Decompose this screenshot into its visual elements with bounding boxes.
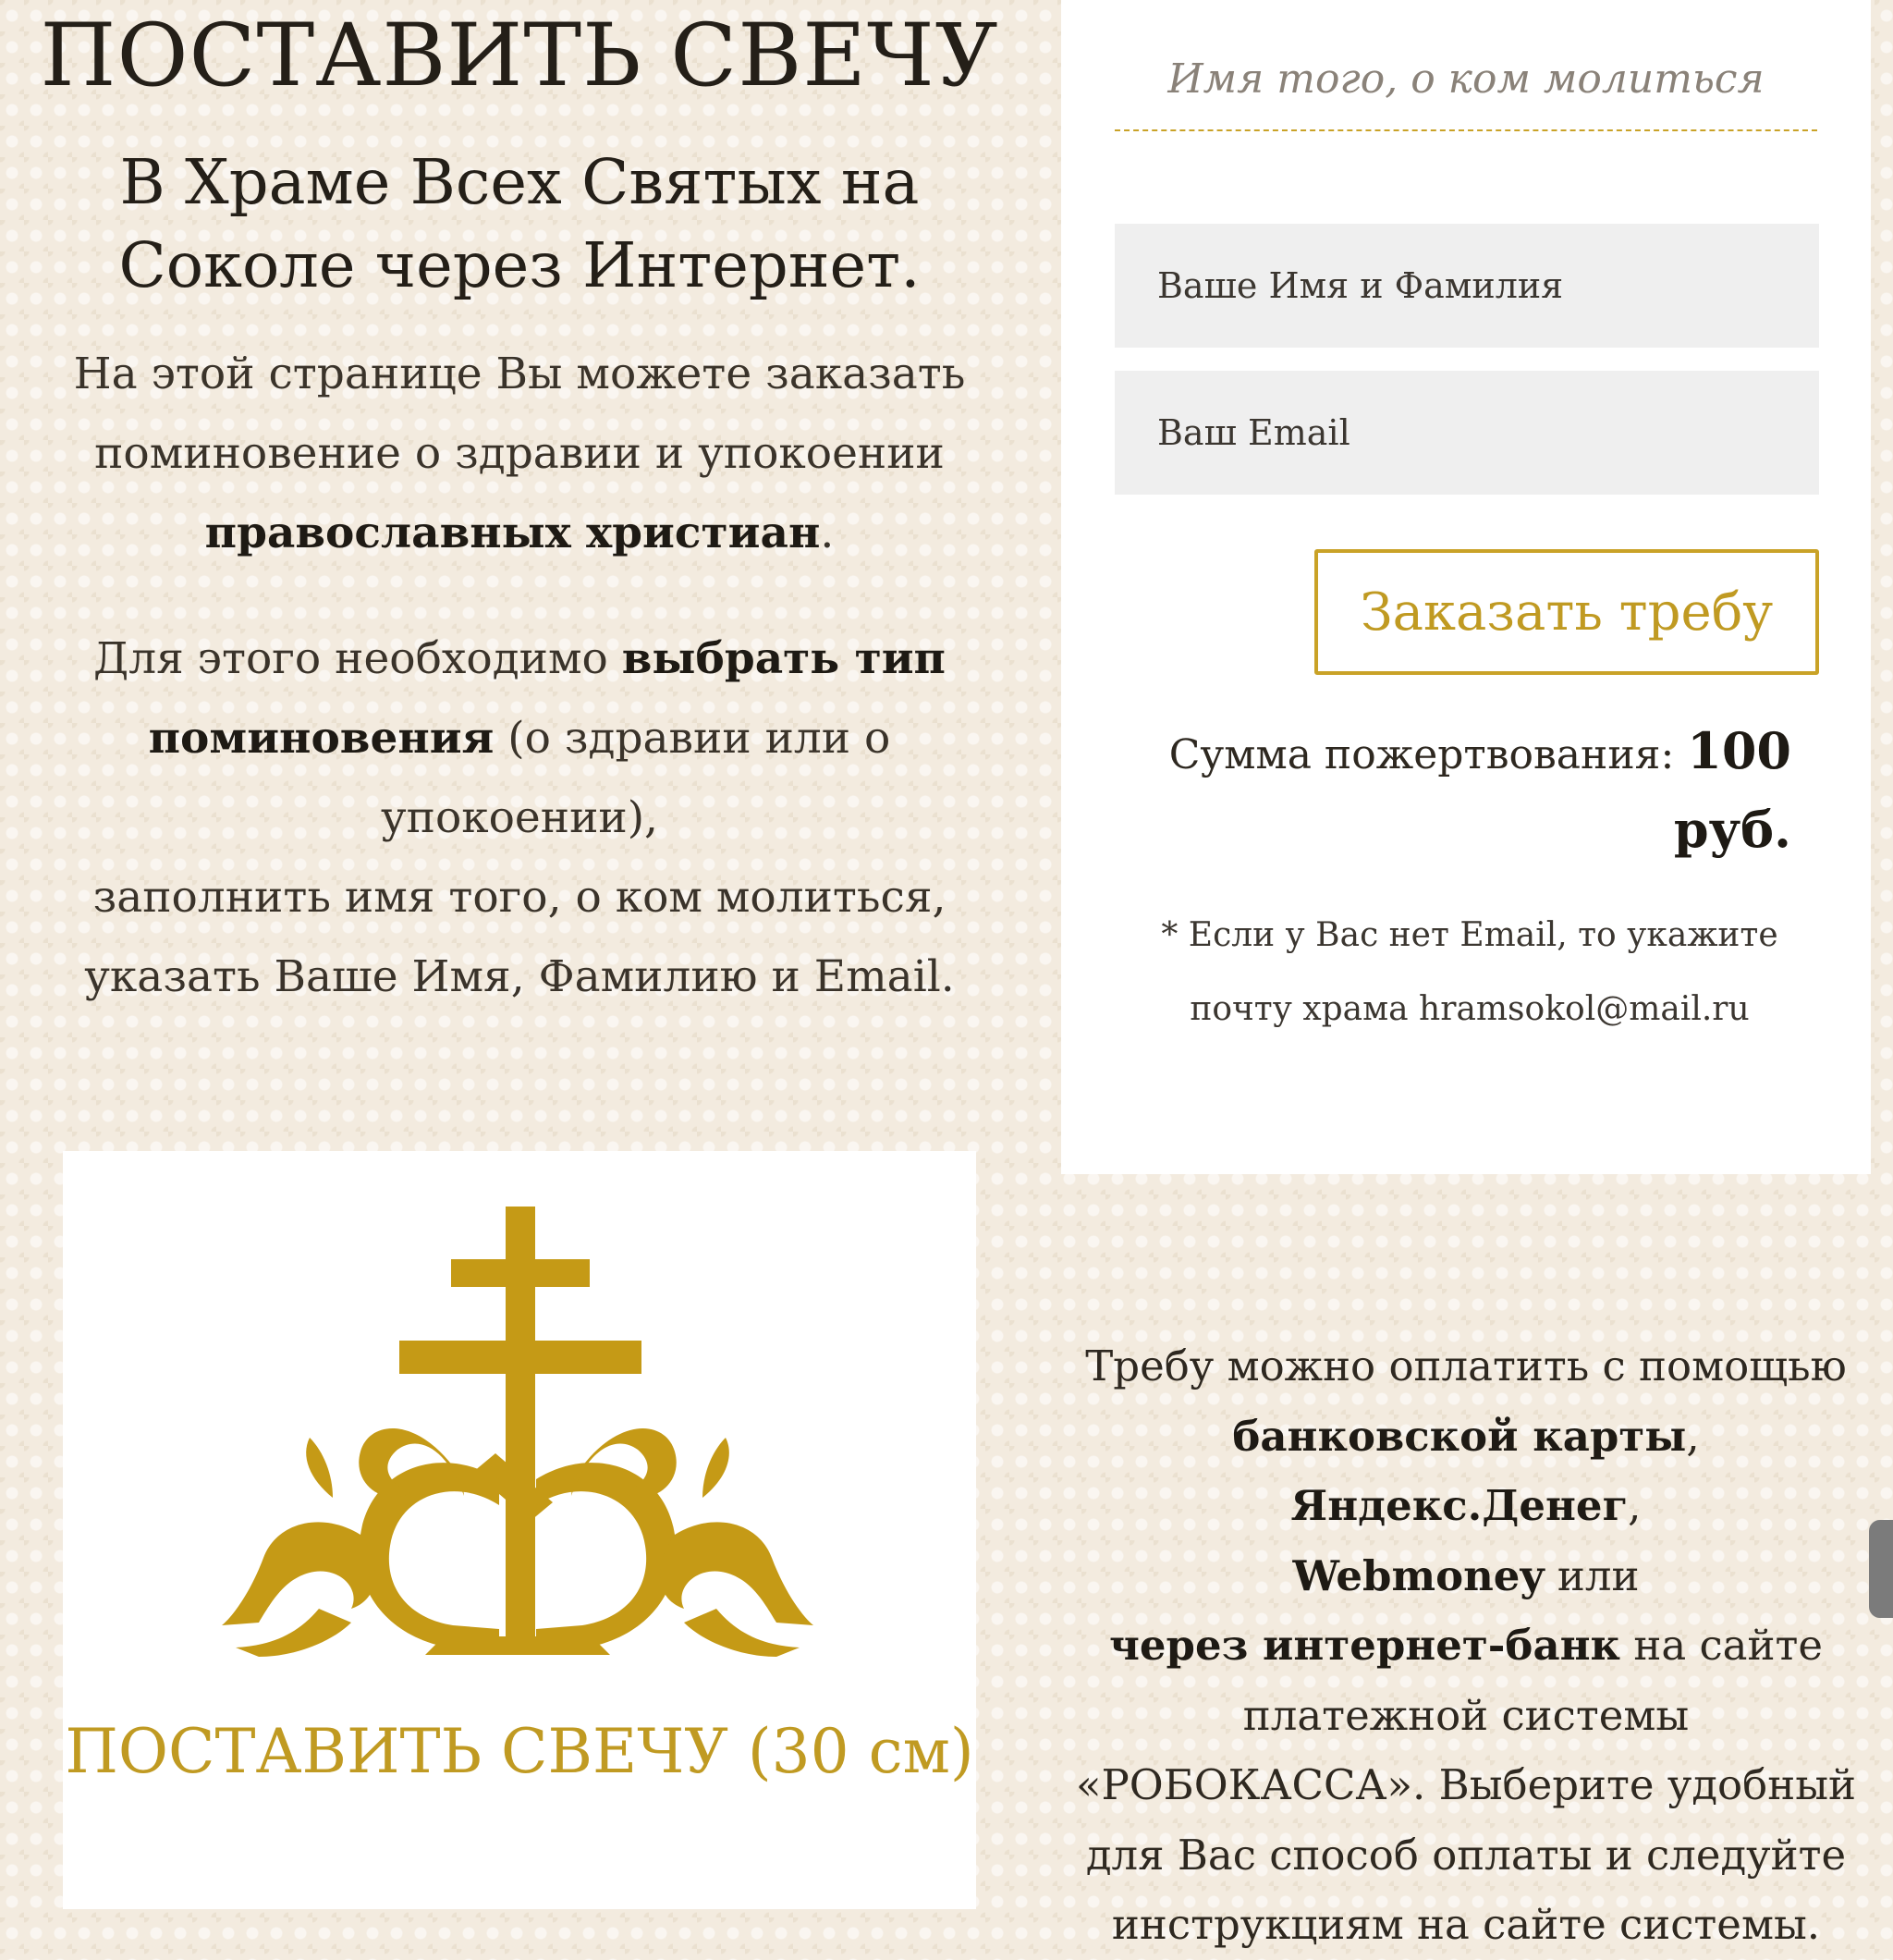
intro-paragraph — [37, 335, 1002, 573]
email-note-line-1: * Если у Вас нет Email, то укажите — [1161, 916, 1778, 954]
intro-text: На этой странице Вы можете заказать поминовение о здравии и упокоении — [73, 349, 966, 479]
payment-text-3: , — [1628, 1481, 1642, 1530]
payment-text-4: или — [1544, 1550, 1640, 1600]
payment-info — [1069, 1331, 1863, 1960]
donation-label: Сумма пожертвования: — [1168, 731, 1688, 778]
instructions-text: Для этого необходимо — [93, 633, 622, 684]
payment-webmoney: Webmoney — [1292, 1550, 1545, 1600]
fullname-input[interactable] — [1115, 224, 1819, 348]
instructions-text-2: (о здравии или о упокоении), — [380, 713, 891, 843]
instructions-line-3: указать Ваше Имя, Фамилию и Email. — [84, 951, 955, 1002]
intro-bold-text: православных христиан — [204, 508, 821, 558]
scrollbar-handle[interactable] — [1869, 1520, 1893, 1618]
donation-amount — [1118, 714, 1791, 871]
orthodox-cross-ornament-icon — [222, 1202, 813, 1673]
instructions-paragraph — [37, 619, 1002, 1017]
email-note-line-2: почту храма hramsokol@mail.ru — [1190, 990, 1750, 1028]
payment-bank-card: банковской карты — [1232, 1411, 1687, 1461]
payment-text-5: на сайте платежной системы «РОБОКАССА». Выберите удобный для Вас способ оплаты и следуйте инструкциям на сайте системы. — [1075, 1621, 1857, 1949]
donation-value: 100 руб. — [1673, 721, 1791, 859]
email-note — [1109, 899, 1830, 1047]
product-title-link[interactable]: ПОСТАВИТЬ СВЕЧУ (30 см) — [65, 1716, 974, 1787]
order-button[interactable]: Заказать требу — [1314, 549, 1819, 675]
page-title: ПОСТАВИТЬ СВЕЧУ — [40, 6, 999, 106]
payment-text-2: , — [1686, 1411, 1700, 1461]
intro-text-end: . — [820, 508, 835, 558]
email-input[interactable] — [1115, 371, 1819, 495]
payment-text-1: Требу можно оплатить с помощью — [1085, 1341, 1847, 1390]
instructions-bold-text: выбрать тип поминовения — [148, 633, 946, 764]
payment-internet-bank: через интернет-банк — [1108, 1621, 1621, 1670]
payment-yandex: Яндекс.Денег — [1290, 1481, 1629, 1530]
page-subtitle: В Храме Всех Святых на Соколе через Интернет. — [118, 146, 921, 301]
prayer-name-input[interactable] — [1115, 28, 1817, 131]
instructions-line-2: заполнить имя того, о ком молиться, — [92, 872, 946, 923]
